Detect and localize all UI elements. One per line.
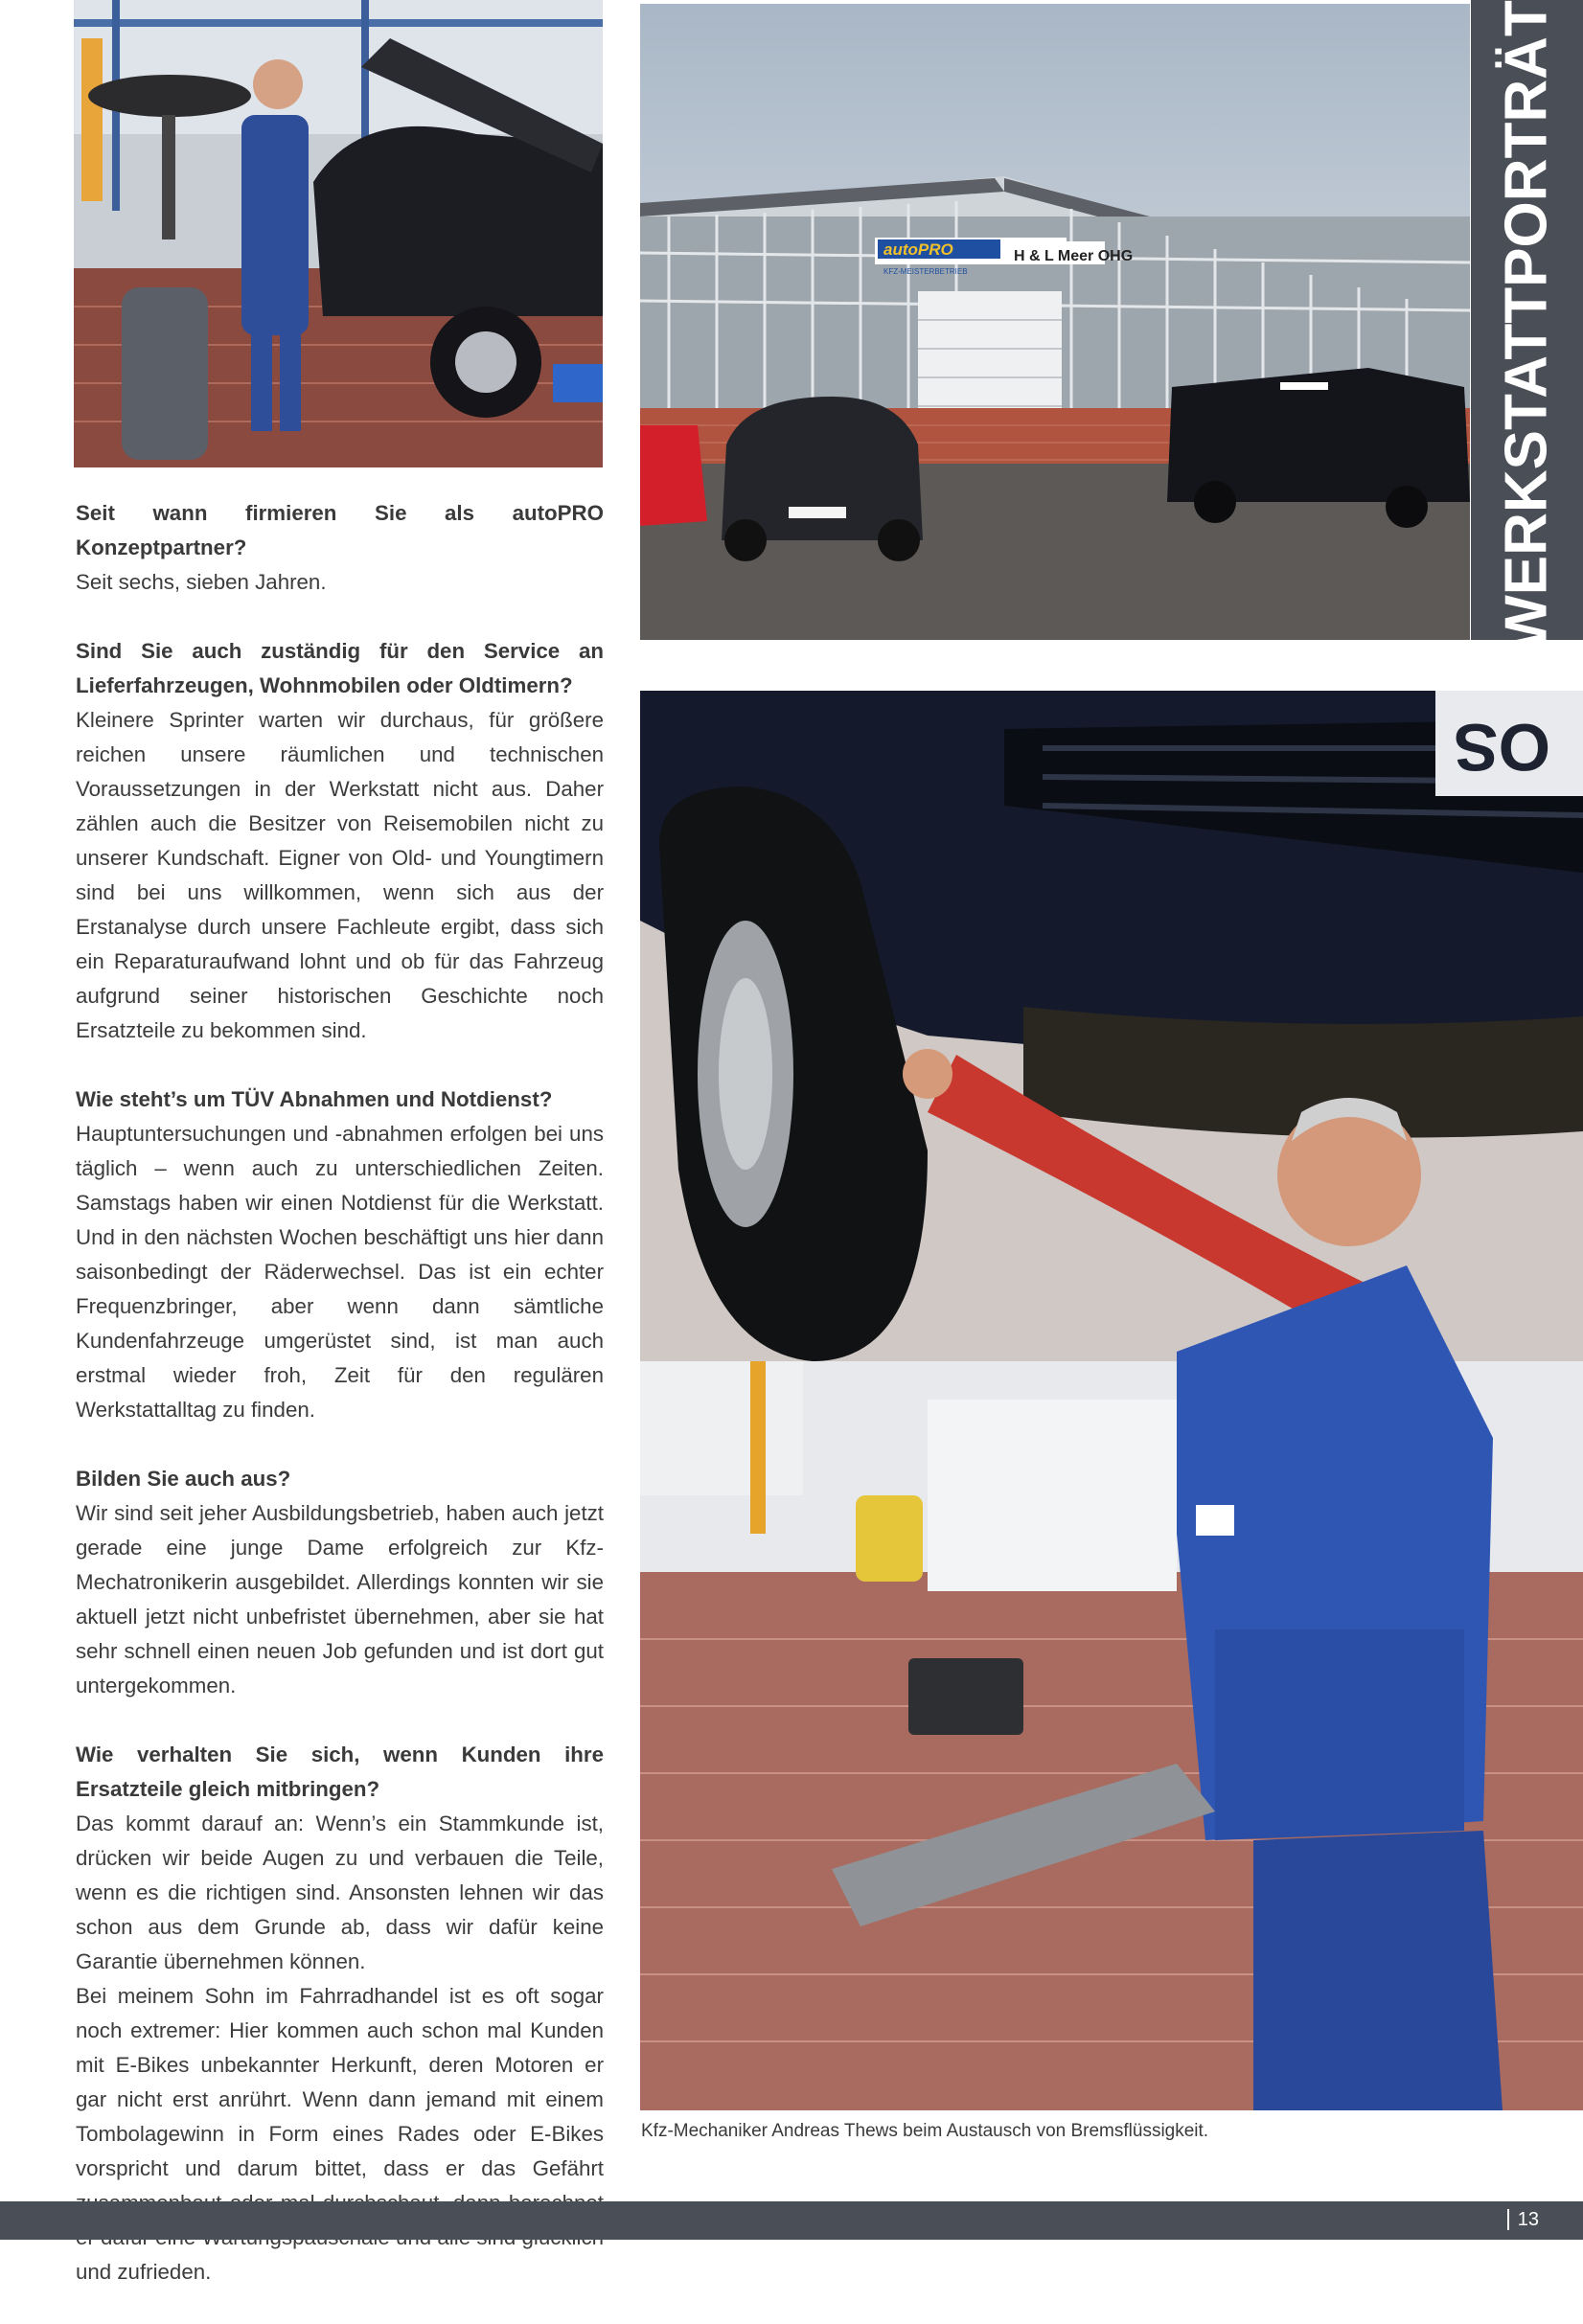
mechanic-lift-image xyxy=(640,691,1583,2110)
workshop-building-image xyxy=(640,4,1470,640)
interview-question: Sind Sie auch zuständig für den Service an Lieferfahrzeugen, Wohnmobilen oder Oldtimern? xyxy=(76,639,604,697)
photo-workshop-building xyxy=(640,4,1470,640)
photo-mechanic-engine xyxy=(74,0,603,467)
interview-question: Seit wann firmieren Sie als autoPRO Konzeptpartner? xyxy=(76,501,604,559)
sign-tagline: KFZ-MEISTERBETRIEB xyxy=(883,267,968,276)
interview-question: Wie steht’s um TÜV Abnahmen und Notdienst? xyxy=(76,1087,553,1111)
qa-block xyxy=(76,634,604,1048)
photo-mechanic-under-car xyxy=(640,691,1583,2110)
section-banner xyxy=(1471,0,1583,651)
interview-answer: Hauptuntersuchungen und -abnahmen erfolgen bei uns täglich – wenn auch zu unterschiedlichen Zeiten. Samstags haben wir einen Notdienst für die Werkstatt. Und in den nächsten Wochen beschäftigt uns hier dann saisonbedingt der Räderwechsel. Das ist ein echter Frequenzbringer, aber wenn dann sämtliche Kundenfahrzeuge umgerüstet sind, ist man auch erstmal wieder froh, Zeit für den regulären Werkstattalltag zu finden. xyxy=(76,1122,604,1422)
qa-block xyxy=(76,1738,604,1979)
interview-answer: Seit sechs, sieben Jahren. xyxy=(76,570,327,594)
page-footer xyxy=(0,2201,1583,2240)
closing-paragraph: Bei meinem Sohn im Fahrradhandel ist es oft sogar noch extremer: Hier kommen auch schon mal Kunden mit E-Bikes unbekannter Herkunft, deren Motoren er gar nicht erst anrührt. Wenn dann jemand mit einem Tombolagewinn in Form eines Rades oder E-Bikes vorspricht und darum bittet, dass er das Gefährt und zufrieden. xyxy=(76,1984,604,2284)
sign-company: H & L Meer OHG xyxy=(1014,248,1134,264)
interview-article xyxy=(76,496,604,2324)
photo-caption: Kfz-Mechaniker Andreas Thews beim Austausch von Bremsflüssigkeit. xyxy=(641,2121,1209,2141)
interview-answer: Wir sind seit jeher Ausbildungsbetrieb, haben auch jetzt gerade eine junge Dame erfolgreich zur Kfz-Mechatronikerin ausgebildet. Allerdings konnten wir sie aktuell jetzt nicht unbefristet übernehmen, aber sie hat sehr schnell einen neuen Job gefunden und ist dort gut untergekommen. xyxy=(76,1501,604,1697)
qa-block xyxy=(76,496,604,600)
interview-answer: Das kommt darauf an: Wenn’s ein Stammkunde ist, drücken wir beide Augen zu und verbauen die Teile, wenn es die richtigen sind. Ansonsten lehnen wir das schon aus dem Grunde ab, dass wir dafür keine Garantie übernehmen können. xyxy=(76,1811,604,1973)
workshop-engine-image xyxy=(74,0,603,467)
interview-question: Bilden Sie auch aus? xyxy=(76,1467,291,1491)
sign-brand: autoPRO xyxy=(883,240,953,259)
page-number: 13 xyxy=(1507,2209,1539,2230)
section-title: WERKSTATTPORTRÄT xyxy=(1493,0,1560,651)
qa-block xyxy=(76,1462,604,1703)
interview-answer: Kleinere Sprinter warten wir durchaus, für größere reichen unsere räumlichen und technischen Voraussetzungen in der Werkstatt nicht aus. Daher zählen auch die Besitzer von Reisemobilen nicht zu unserer Kundschaft. Eigner von Old- und Youngtimern sind bei uns willkommen, wenn sich aus der Erstanalyse durch unsere Fachleute ergibt, dass sich ein Reparaturaufwand lohnt und ob für das Fahrzeug aufgrund seiner historischen Geschichte noch Ersatzteile zu bekommen sind. xyxy=(76,708,604,1042)
svg-text:OS: OS xyxy=(1453,710,1550,785)
qa-block xyxy=(76,1082,604,1427)
interview-question: Wie verhalten Sie sich, wenn Kunden ihre Ersatzteile gleich mitbringen? xyxy=(76,1743,604,1801)
